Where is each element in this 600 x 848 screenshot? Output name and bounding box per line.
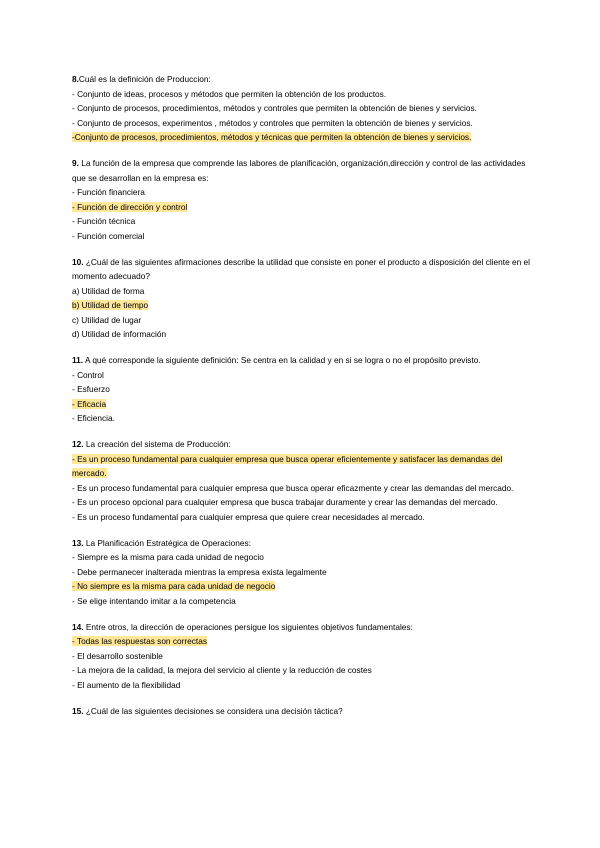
answer-option: [72, 382, 530, 397]
highlighted-answer-option: [72, 579, 530, 594]
answer-option-text: - Eficiencia.: [72, 413, 115, 423]
answer-option-text: - La mejora de la calidad, la mejora del servicio al cliente y la reducción de costes: [72, 665, 372, 675]
question-block: [72, 536, 530, 609]
answer-option-text: d) Utilidad de información: [72, 329, 167, 339]
answer-option: [72, 663, 530, 678]
question-text: ¿Cuál de las siguientes afirmaciones describe la utilidad que consiste en poner el producto a disposición del cliente en el momento adecuado?: [72, 256, 531, 281]
answer-option: [72, 368, 530, 383]
answer-option: [72, 327, 530, 342]
question-title: [72, 156, 530, 185]
question-text: A qué corresponde la siguiente definición: Se centra en la calidad y en si se logra o no el propósito previsto.: [84, 355, 481, 365]
question-block: [72, 72, 530, 145]
answer-option-text: - Función financiera: [72, 187, 145, 197]
question-block: [72, 255, 530, 342]
highlighted-answer-option: [72, 298, 530, 313]
answer-option: [72, 229, 530, 244]
question-block: [72, 620, 530, 693]
answer-option-text: - Siempre es la misma para cada unidad de negocio: [72, 552, 264, 562]
answer-option-text: - Función comercial: [72, 230, 145, 241]
question-title: [72, 704, 530, 719]
answer-option-text: c) Utilidad de lugar: [72, 314, 142, 325]
answer-option-text: - Es un proceso fundamental para cualquier empresa que busca operar eficazmente y crear las demandas del mercado.: [72, 482, 514, 493]
answer-option: [72, 678, 530, 693]
answer-option: [72, 495, 530, 510]
question-text: ¿Cuál de las siguientes decisiones se considera una decisión táctica?: [85, 705, 343, 716]
question-number: 14.: [72, 621, 84, 632]
question-title: [72, 620, 530, 635]
answer-option-text: -Conjunto de procesos, procedimientos, métodos y técnicas que permiten la obtención de bienes y servicios.: [72, 132, 472, 142]
question-title: [72, 536, 530, 551]
answer-option: [72, 116, 530, 131]
question-text: La Planificación Estratégica de Operaciones:: [85, 537, 251, 548]
question-text: Entre otros, la dirección de operaciones persigue los siguientes objetivos fundamentales:: [85, 621, 413, 632]
answer-option-text: - Es un proceso fundamental para cualquier empresa que busca operar eficientemente y satisfacer las demandas del mercado.: [72, 453, 503, 478]
answer-option-text: - Conjunto de procesos, procedimientos, métodos y controles que permiten la obtención de bienes y servicios.: [72, 103, 477, 113]
answer-option: [72, 101, 530, 116]
answer-option: [72, 550, 530, 565]
question-title: [72, 353, 530, 368]
answer-option: [72, 510, 530, 525]
question-number: 9.: [72, 158, 79, 168]
question-number: 10.: [72, 256, 84, 267]
answer-option-text: - El aumento de la flexibilidad: [72, 679, 181, 690]
question-number: 12.: [72, 439, 84, 449]
question-block: [72, 156, 530, 243]
answer-option: [72, 411, 530, 426]
question-text: Cuál es la definición de Produccion:: [78, 74, 211, 84]
answer-option: [72, 87, 530, 102]
highlighted-answer-option: [72, 397, 530, 412]
question-number: 8.: [72, 74, 79, 84]
answer-option-text: - Función técnica: [72, 216, 136, 226]
question-number: 15.: [72, 705, 84, 716]
question-title: [72, 255, 530, 284]
question-text: La función de la empresa que comprende las labores de planificación, organización,dirección y control de las actividades que se desarrollan en la empresa es:: [72, 158, 526, 183]
question-title: [72, 437, 530, 452]
answer-option-text: - Eficacia: [72, 398, 107, 409]
answer-option-text: a) Utilidad de forma: [72, 285, 145, 296]
answer-option-text: - Función de dirección y control: [72, 201, 188, 212]
highlighted-answer-option: [72, 634, 530, 649]
answer-option-text: - Esfuerzo: [72, 384, 110, 394]
answer-option: [72, 481, 530, 496]
question-title: [72, 72, 530, 87]
answer-option-text: - Control: [72, 369, 104, 380]
answer-option-text: b) Utilidad de tiempo: [72, 300, 149, 310]
answer-option-text: - Todas las respuestas son correctas: [72, 636, 207, 646]
answer-option: [72, 649, 530, 664]
answer-option: [72, 565, 530, 580]
answer-option-text: - Es un proceso opcional para cualquier empresa que busca trabajar duramente y crear las demandas del mercado.: [72, 497, 498, 507]
highlighted-answer-option: [72, 130, 530, 145]
answer-option-text: - El desarrollo sostenible: [72, 650, 163, 661]
answer-option-text: - No siempre es la misma para cada unidad de negocio: [72, 581, 276, 591]
answer-option-text: - Es un proceso fundamental para cualquier empresa que quiere crear necesidades al mercado.: [72, 511, 425, 522]
answer-option: [72, 284, 530, 299]
answer-option: [72, 594, 530, 609]
answer-option-text: - Debe permanecer inalterada mientras la empresa exista legalmente: [72, 566, 327, 577]
answer-option-text: - Conjunto de procesos, experimentos , métodos y controles que permiten la obtención de bienes y servicios.: [72, 117, 473, 128]
question-number: 11.: [72, 355, 84, 365]
question-block: [72, 353, 530, 426]
answer-option-text: - Conjunto de ideas, procesos y métodos que permiten la obtención de los productos.: [72, 88, 387, 99]
question-block: [72, 704, 530, 719]
answer-option: [72, 185, 530, 200]
answer-option: [72, 313, 530, 328]
highlighted-answer-option: [72, 452, 530, 481]
question-text: La creación del sistema de Producción:: [85, 439, 231, 449]
answer-option: [72, 214, 530, 229]
question-number: 13.: [72, 537, 84, 548]
question-list: [72, 72, 530, 730]
question-block: [72, 437, 530, 524]
answer-option-text: - Se elige intentando imitar a la competencia: [72, 595, 236, 606]
highlighted-answer-option: [72, 200, 530, 215]
